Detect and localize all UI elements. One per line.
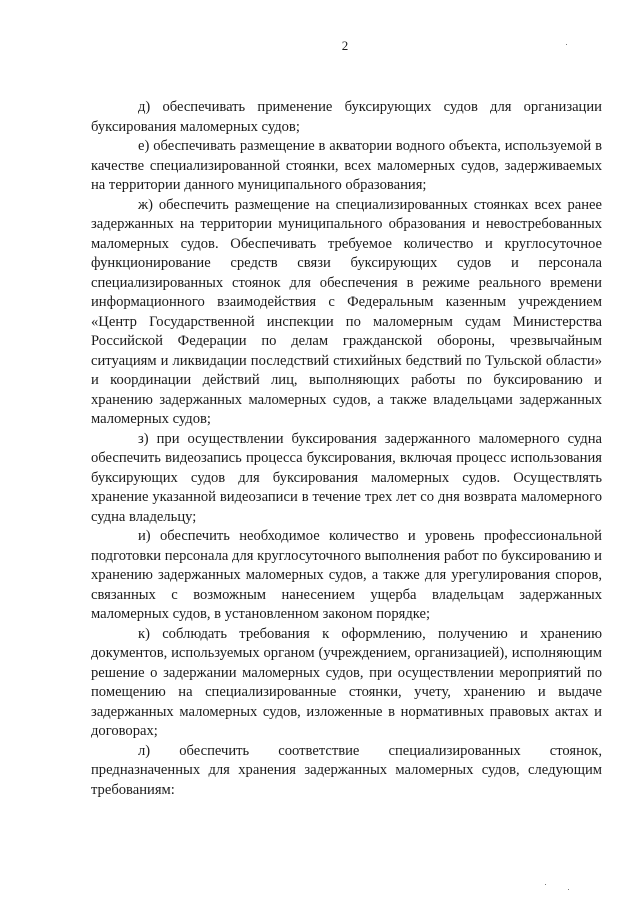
paragraph-i: и) обеспечить необходимое количество и уровень профессиональной подготовки персонала для круглосуточного выполнения работ по буксированию и хранению задержанных маломерных судов, а также для урегулирования споров, связанных с возможным нанесением ущерба владельцам задержанных маломерных судов, в установленном законом порядке; [91,528,602,622]
paragraph-zh: ж) обеспечить размещение на специализированных стоянках всех ранее задержанных на территории муниципального образования и невостребованных маломерных судов. Обеспечивать требуемое количество и круглосуточное функционирование средств связи буксирующих судов и персонала специализированных стоянок для обеспечения в режиме реального времени информационного взаимодействия с Федеральным казенным учреждением «Центр Государственной инспекции по маломерным судам Министерства Российской Федерации по делам гражданской обороны, чрезвычайным ситуациям и ликвидации последствий стихийных бедствий по Тульской области» и координации действий лиц, выполняющих работы по буксированию и хранению задержанных маломерных судов, а также владельцами задержанных маломерных судов; [91,196,602,427]
scan-speck [545,884,546,885]
page-number: 2 [341,38,349,53]
scan-speck [566,44,567,45]
paragraph-l: л) обеспечить соответствие специализированных стоянок, предназначенных для хранения задержанных маломерных судов, следующим требованиям: [91,742,602,798]
paragraph-e: е) обеспечивать размещение в акватории водного объекта, используемой в качестве специализированной стоянки, всех маломерных судов, задерживаемых на территории данного муниципального образования; [91,138,602,193]
paragraph-d: д) обеспечивать применение буксирующих судов для организации буксирования маломерных судов; [91,99,602,135]
scan-speck [568,889,569,890]
paragraph-k: к) соблюдать требования к оформлению, получению и хранению документов, используемых органом (учреждением, организацией), исполняющим решение о задержании маломерных судов, при осуществлении мероприятий по помещению на специализированные стоянки, учету, хранению и выдаче задержанных маломерных судов, изложенные в нормативных правовых актах и договорах; [91,625,602,739]
paragraph-z: з) при осуществлении буксирования задержанного маломерного судна обеспечить видеозапись процесса буксирования, включая процесс использования буксирующих судов для буксирования маломерных судов. Осуществлять хранение указанной видеозаписи в течение трех лет со дня возврата маломерного судна владельцу; [91,430,602,525]
document-body [91,98,602,800]
